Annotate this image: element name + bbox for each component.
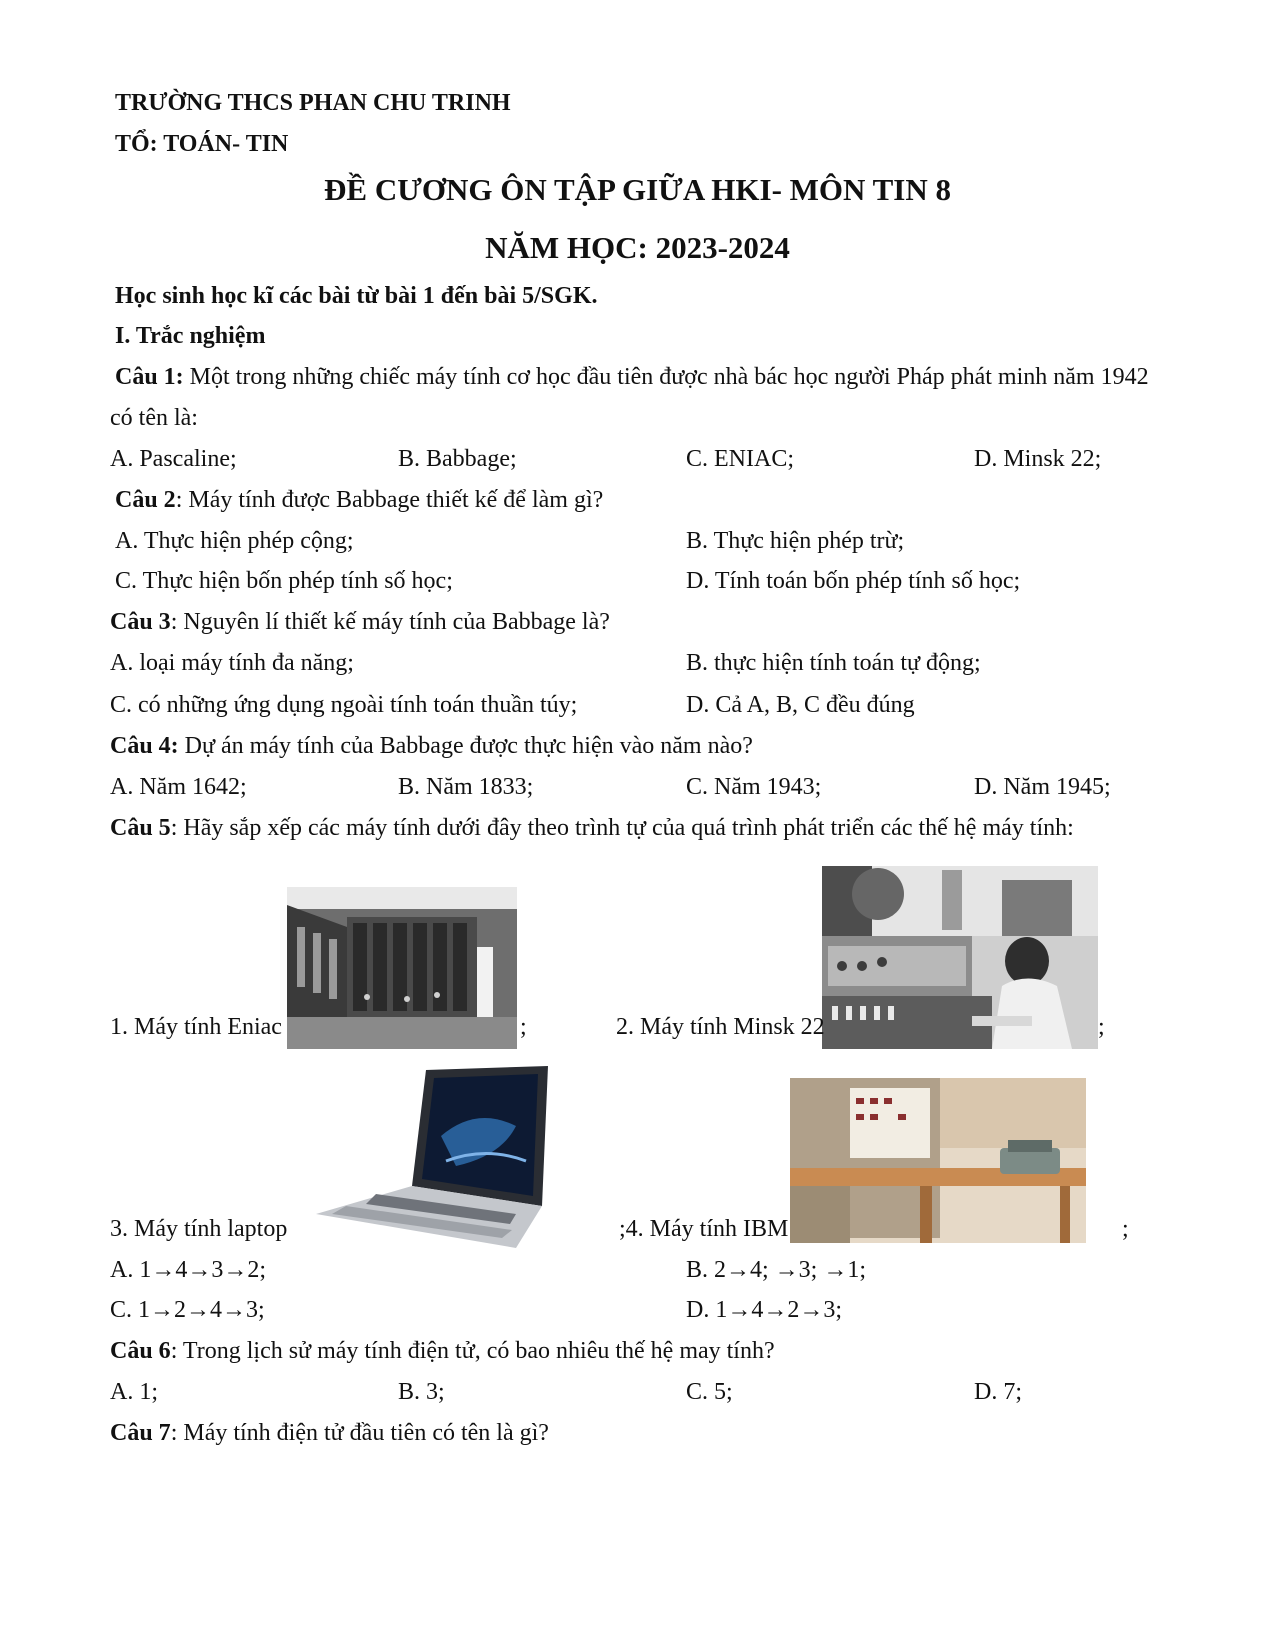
option-a: A. Năm 1642;	[110, 774, 247, 800]
option-a: A. 1→4→3→2;	[110, 1257, 266, 1283]
document-title: ĐỀ CƯƠNG ÔN TẬP GIỮA HKI- MÔN TIN 8	[324, 172, 951, 207]
question-7	[110, 1418, 549, 1448]
option-a: A. Thực hiện phép cộng;	[115, 528, 354, 554]
option-d: D. 1→4→2→3;	[686, 1297, 842, 1323]
question-6	[110, 1336, 775, 1366]
question-label: Câu 3	[110, 609, 171, 635]
question-1	[115, 362, 1149, 392]
minsk22-photo	[822, 866, 1098, 1049]
item-separator: ;	[1098, 1014, 1105, 1040]
option-b: B. Năm 1833;	[398, 774, 534, 800]
option-b: B. Babbage;	[398, 446, 517, 472]
question-2	[115, 485, 603, 515]
item-laptop: 3. Máy tính laptop	[110, 1216, 288, 1242]
item-separator: ;	[1122, 1216, 1129, 1242]
option-d: D. Năm 1945;	[974, 774, 1111, 800]
question-text: : Nguyên lí thiết kế máy tính của Babbage là?	[170, 609, 610, 635]
question-label: Câu 1:	[115, 364, 184, 390]
option-a: A. loại máy tính đa năng;	[110, 650, 354, 676]
item-eniac: 1. Máy tính Eniac	[110, 1014, 282, 1040]
option-d: D. Cả A, B, C đều đúng	[686, 692, 915, 718]
option-c: C. 1→2→4→3;	[110, 1297, 265, 1323]
question-text: Một trong những chiếc máy tính cơ học đầu tiên được nhà bác học người Pháp phát minh năm 1942	[183, 364, 1149, 390]
option-c: C. 5;	[686, 1379, 733, 1405]
option-c: C. ENIAC;	[686, 446, 794, 472]
question-label: Câu 5	[110, 815, 171, 841]
question-text: : Máy tính được Babbage thiết kế để làm gì?	[175, 487, 604, 513]
question-label: Câu 2	[115, 487, 176, 513]
question-5	[110, 813, 1074, 843]
option-b: B. thực hiện tính toán tự động;	[686, 650, 981, 676]
option-b: B. 2→4; →3; →1;	[686, 1257, 867, 1283]
ibm-photo	[790, 1078, 1086, 1243]
section-heading: I. Trắc nghiệm	[115, 323, 266, 349]
question-label: Câu 6	[110, 1338, 171, 1364]
question-text: Dự án máy tính của Babbage được thực hiện vào năm nào?	[178, 733, 753, 759]
option-c: C. có những ứng dụng ngoài tính toán thuần túy;	[110, 692, 578, 718]
question-4	[110, 731, 753, 761]
option-a: A. Pascaline;	[110, 446, 237, 472]
school-year: NĂM HỌC: 2023-2024	[485, 230, 790, 265]
item-minsk22: 2. Máy tính Minsk 22	[616, 1014, 825, 1040]
eniac-photo	[287, 887, 517, 1049]
question-label: Câu 4:	[110, 733, 179, 759]
question-1-line2: có tên là:	[110, 405, 198, 431]
option-d: D. Minsk 22;	[974, 446, 1102, 472]
question-label: Câu 7	[110, 1420, 171, 1446]
laptop-photo	[316, 1066, 551, 1249]
option-a: A. 1;	[110, 1379, 158, 1405]
option-d: D. 7;	[974, 1379, 1022, 1405]
school-name: TRƯỜNG THCS PHAN CHU TRINH	[115, 90, 511, 116]
option-b: B. 3;	[398, 1379, 445, 1405]
question-text: : Máy tính điện tử đầu tiên có tên là gì?	[170, 1420, 549, 1446]
question-text: : Trong lịch sử máy tính điện tử, có bao nhiêu thế hệ may tính?	[170, 1338, 775, 1364]
option-c: C. Thực hiện bốn phép tính số học;	[115, 568, 453, 594]
option-c: C. Năm 1943;	[686, 774, 822, 800]
department-name: TỔ: TOÁN- TIN	[115, 131, 289, 157]
option-b: B. Thực hiện phép trừ;	[686, 528, 905, 554]
instruction: Học sinh học kĩ các bài từ bài 1 đến bài 5/SGK.	[115, 283, 598, 309]
option-d: D. Tính toán bốn phép tính số học;	[686, 568, 1021, 594]
item-ibm: ;4. Máy tính IBM	[619, 1216, 789, 1242]
question-text: : Hãy sắp xếp các máy tính dưới đây theo trình tự của quá trình phát triển các thế hệ máy tính:	[170, 815, 1074, 841]
item-separator: ;	[520, 1014, 527, 1040]
question-3	[110, 607, 610, 637]
